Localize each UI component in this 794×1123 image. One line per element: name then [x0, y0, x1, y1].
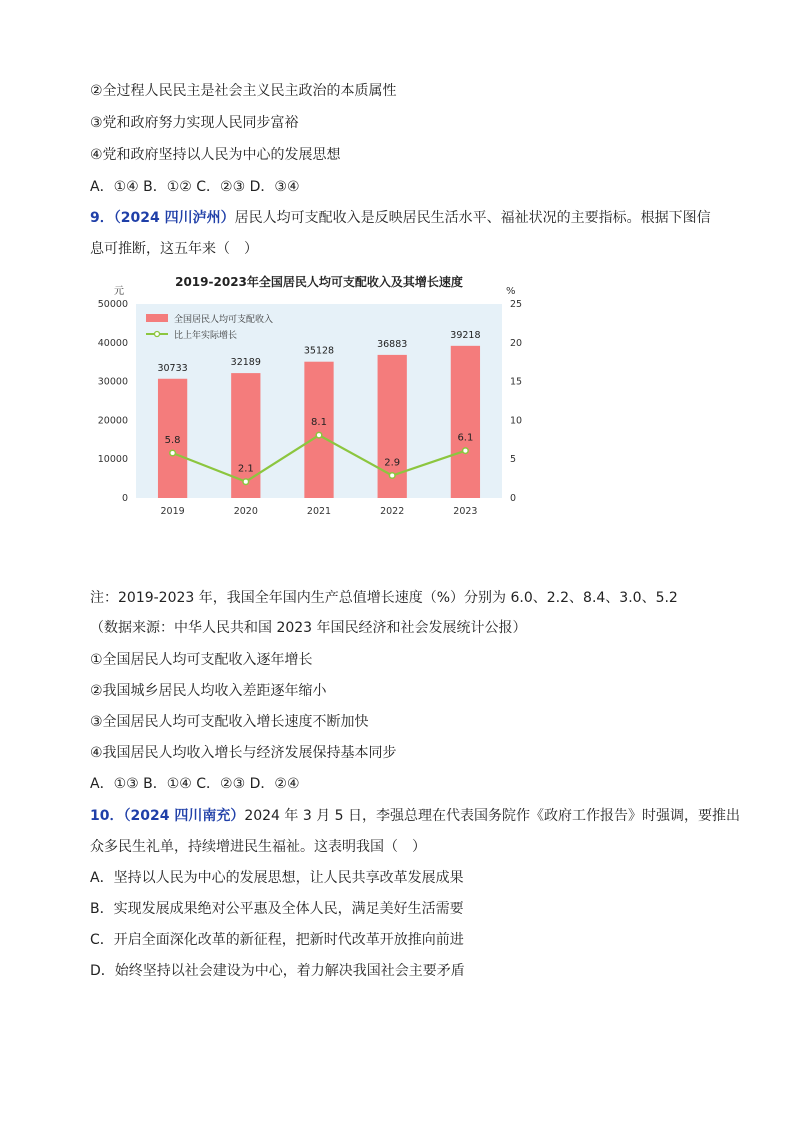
growth-rate-point: [463, 448, 469, 454]
right-tick-label: 25: [510, 299, 522, 310]
x-tick-label: 2023: [453, 506, 478, 517]
q10-option-a: A．坚持以人民为中心的发展思想，让人民共享改革发展成果: [90, 870, 464, 886]
bar-value-label: 35128: [303, 345, 335, 357]
right-tick-label: 15: [510, 376, 522, 388]
q10-option-b: B．实现发展成果绝对公平惠及全体人民，满足美好生活需要: [90, 901, 464, 917]
x-tick-label: 2021: [306, 506, 332, 517]
right-tick-label: 20: [510, 337, 522, 349]
income-bar: [304, 362, 333, 498]
q9-answer-choices: A．①③ B．①④ C．②③ D．②④: [90, 776, 300, 792]
q9-statement-4: ④我国居民人均收入增长与经济发展保持基本同步: [90, 745, 397, 761]
left-tick-label: 10000: [97, 454, 128, 466]
chart-title: 2019-2023年全国居民人均可支配收入及其增长速度: [175, 275, 463, 289]
right-tick-label: 0: [510, 493, 517, 504]
right-axis-unit: %: [506, 286, 516, 297]
q9-stem-line-2: 息可推断，这五年来（ ）: [90, 241, 258, 257]
q9-stem-line-1: [90, 208, 711, 228]
q10-source: （2024 四川南充）: [123, 808, 245, 824]
q10-option-d: D．始终坚持以社会建设为中心，着力解决我国社会主要矛盾: [90, 963, 465, 979]
growth-rate-label: 2.1: [237, 463, 254, 475]
q10-option-c: C．开启全面深化改革的新征程，把新时代改革开放推向前进: [90, 932, 464, 948]
left-tick-label: 40000: [97, 337, 128, 349]
q10-stem-text: 2024 年 3 月 5 日，李强总理在代表国务院作《政府工作报告》时强调，要推出: [244, 808, 741, 824]
x-tick-label: 2022: [380, 506, 405, 517]
q10-number: 10．: [90, 808, 124, 824]
q8-option-3: ③党和政府努力实现人民同步富裕: [90, 115, 299, 131]
q9-data-source: （数据来源：中华人民共和国 2023 年国民经济和社会发展统计公报）: [90, 620, 527, 636]
q8-option-4: ④党和政府坚持以人民为中心的发展思想: [90, 147, 341, 163]
q9-number: 9．: [90, 210, 114, 226]
legend-line-label: 比上年实际增长: [174, 331, 238, 341]
q9-source: （2024 四川泸州）: [113, 210, 235, 226]
legend-bar-label: 全国居民人均可支配收入: [174, 315, 274, 325]
legend-line-marker: [155, 332, 160, 337]
growth-rate-point: [170, 450, 176, 456]
right-tick-label: 10: [510, 415, 522, 427]
bar-value-label: 36883: [377, 338, 408, 350]
income-chart-svg: [92, 266, 522, 522]
legend-bar-swatch: [146, 314, 168, 322]
q9-statement-2: ②我国城乡居民人均收入差距逐年缩小: [90, 683, 327, 699]
left-axis-unit: 元: [114, 286, 124, 297]
income-bar: [451, 346, 480, 498]
x-tick-label: 2019: [160, 506, 185, 517]
growth-rate-point: [243, 479, 249, 485]
bar-value-label: 32189: [230, 357, 261, 369]
x-tick-label: 2020: [233, 506, 258, 517]
q8-option-2: ②全过程人民民主是社会主义民主政治的本质属性: [90, 83, 397, 99]
q9-stem-text: 居民人均可支配收入是反映居民生活水平、福祉状况的主要指标。根据下图信: [234, 210, 711, 226]
q8-answer-choices: A．①④ B．①② C．②③ D．③④: [90, 179, 300, 195]
growth-rate-point: [316, 432, 322, 438]
growth-rate-label: 8.1: [311, 417, 327, 429]
q10-stem-line-2: 众多民生礼单，持续增进民生福祉。这表明我国（ ）: [90, 839, 426, 855]
q10-stem-line-1: [90, 806, 740, 826]
left-tick-label: 0: [121, 493, 128, 504]
left-tick-label: 50000: [97, 299, 128, 310]
left-tick-label: 30000: [97, 376, 128, 388]
q9-statement-3: ③全国居民人均可支配收入增长速度不断加快: [90, 714, 369, 730]
bar-value-label: 39218: [450, 329, 481, 341]
growth-rate-label: 5.8: [164, 434, 181, 446]
income-chart: [92, 266, 522, 522]
growth-rate-point: [389, 473, 395, 479]
bar-value-label: 30733: [157, 362, 188, 374]
q9-note: 注：2019-2023 年，我国全年国内生产总值增长速度（%）分别为 6.0、2.2、8.4、3.0、5.2: [90, 590, 678, 606]
left-tick-label: 20000: [97, 415, 128, 427]
right-tick-label: 5: [510, 454, 517, 466]
growth-rate-label: 6.1: [457, 432, 474, 444]
q9-statement-1: ①全国居民人均可支配收入逐年增长: [90, 652, 313, 668]
growth-rate-label: 2.9: [384, 457, 401, 469]
